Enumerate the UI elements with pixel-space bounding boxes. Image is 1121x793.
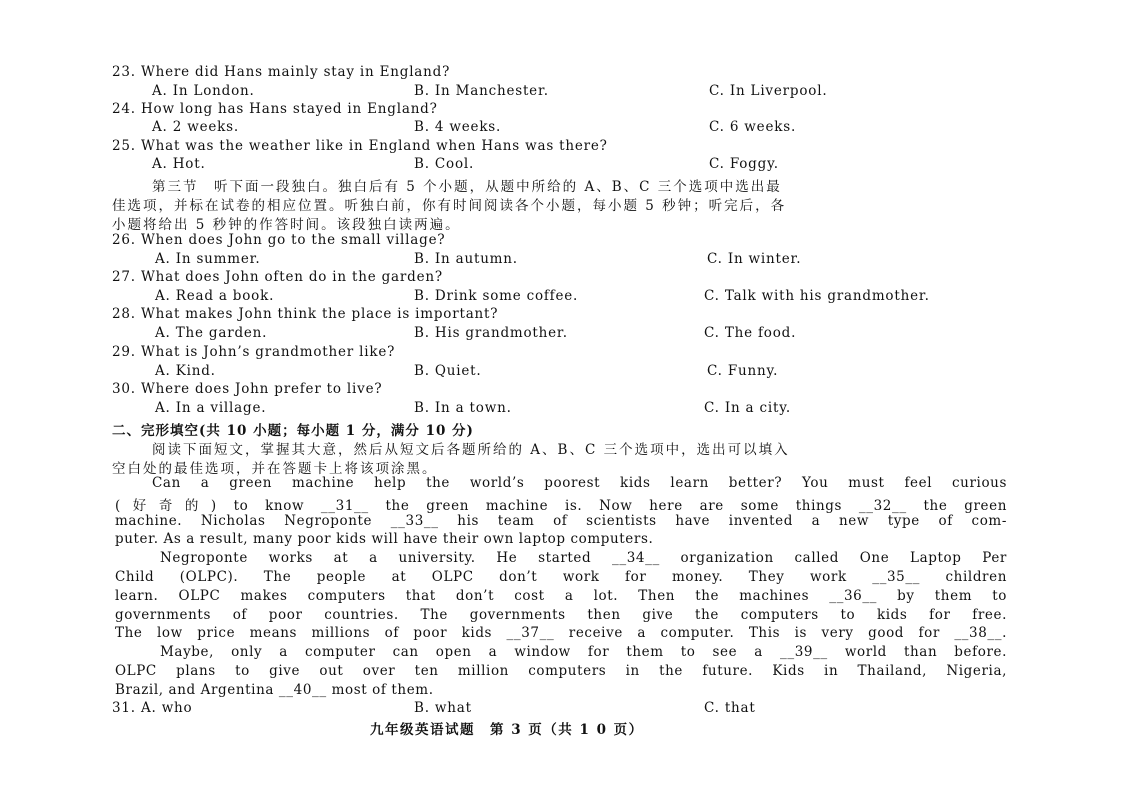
section3-instructions-line1: 第三节 听下面一段独白。独白后有 5 个小题，从题中所给的 A、B、C 三个选项中选出最 (152, 179, 782, 195)
passage-line-8: governments of poor countries. The governments then give the computers to kids for free. (115, 607, 1007, 623)
passage-line-12: Brazil, and Argentina __40__ most of them. (115, 682, 434, 698)
question-28-option-b: B. His grandmother. (414, 325, 568, 341)
question-24-option-c: C. 6 weeks. (709, 119, 797, 135)
question-23-option-a: A. In London. (152, 83, 255, 99)
question-26-option-b: B. In autumn. (414, 251, 518, 267)
question-25-option-c: C. Foggy. (709, 156, 779, 172)
question-28-option-a: A. The garden. (155, 325, 268, 341)
question-30-option-c: C. In a city. (704, 400, 791, 416)
question-31-option-c: C. that (704, 700, 756, 716)
question-23-option-c: C. In Liverpool. (709, 83, 828, 99)
question-29-option-a: A. Kind. (155, 363, 216, 379)
question-27-option-a: A. Read a book. (155, 288, 275, 304)
question-23-stem: 23. Where did Hans mainly stay in England? (112, 64, 451, 80)
question-26-stem: 26. When does John go to the small village? (112, 232, 446, 248)
question-28-stem: 28. What makes John think the place is important? (112, 306, 499, 322)
passage-line-11: OLPC plans to give out over ten million computers in the future. Kids in Thailand, Nigeria, (115, 663, 1007, 679)
question-29-option-c: C. Funny. (707, 363, 779, 379)
question-24-stem: 24. How long has Hans stayed in England? (112, 101, 438, 117)
question-31-option-b: B. what (414, 700, 472, 716)
passage-line-4: puter. As a result, many poor kids will have their own laptop computers. (115, 531, 654, 547)
question-27-stem: 27. What does John often do in the garden? (112, 269, 443, 285)
passage-line-3: machine. Nicholas Negroponte __33__ his team of scientists have invented a new type of com- (115, 513, 1007, 529)
passage-line-10: Maybe, only a computer can open a window for them to see a __39__ world than before. (160, 644, 1007, 660)
passage-line-5: Negroponte works at a university. He started __34__ organization called One Laptop Per (160, 550, 1007, 566)
question-26-option-c: C. In winter. (707, 251, 802, 267)
passage-line-2: (好奇的) to know __31__ the green machine is. Now here are some things __32__ the green (115, 498, 1007, 514)
question-24-option-a: A. 2 weeks. (152, 119, 239, 135)
question-23-option-b: B. In Manchester. (414, 83, 549, 99)
passage-line-7: learn. OLPC makes computers that don’t cost a lot. Then the machines __36__ by them to (115, 588, 1007, 604)
question-26-option-a: A. In summer. (155, 251, 261, 267)
question-24-option-b: B. 4 weeks. (414, 119, 502, 135)
section3-instructions-line3: 小题将给出 5 秒钟的作答时间。该段独白读两遍。 (112, 217, 461, 233)
question-30-stem: 30. Where does John prefer to live? (112, 381, 383, 397)
question-30-option-b: B. In a town. (414, 400, 512, 416)
question-29-stem: 29. What is John’s grandmother like? (112, 344, 396, 360)
part2-heading: 二、完形填空(共 10 小题；每小题 1 分，满分 10 分) (112, 423, 474, 439)
question-30-option-a: A. In a village. (155, 400, 267, 416)
question-27-option-c: C. Talk with his grandmother. (704, 288, 930, 304)
passage-line-6: Child (OLPC). The people at OLPC don’t work for money. They work __35__ children (115, 569, 1007, 585)
question-25-option-b: B. Cool. (414, 156, 475, 172)
question-29-option-b: B. Quiet. (414, 363, 482, 379)
question-28-option-c: C. The food. (704, 325, 797, 341)
question-25-stem: 25. What was the weather like in England when Hans was there? (112, 138, 608, 154)
question-25-option-a: A. Hot. (152, 156, 206, 172)
passage-line-1: Can a green machine help the world’s poorest kids learn better? You must feel curious (152, 475, 1007, 491)
page-footer: 九年级英语试题 第 3 页（共 1 0 页） (370, 722, 644, 738)
part2-intro-line1: 阅读下面短文，掌握其大意，然后从短文后各题所给的 A、B、C 三个选项中，选出可以填入 (152, 442, 790, 458)
question-31-option-a: 31. A. who (112, 700, 193, 716)
passage-line-9: The low price means millions of poor kids __37__ receive a computer. This is very good for __38__. (115, 625, 1007, 641)
section3-instructions-line2: 佳选项，并标在试卷的相应位置。听独白前，你有时间阅读各个小题，每小题 5 秒钟；听完后，各 (112, 198, 787, 214)
question-27-option-b: B. Drink some coffee. (414, 288, 579, 304)
part2-intro-line2: 空白处的最佳选项，并在答题卡上将该项涂黑。 (112, 461, 438, 477)
